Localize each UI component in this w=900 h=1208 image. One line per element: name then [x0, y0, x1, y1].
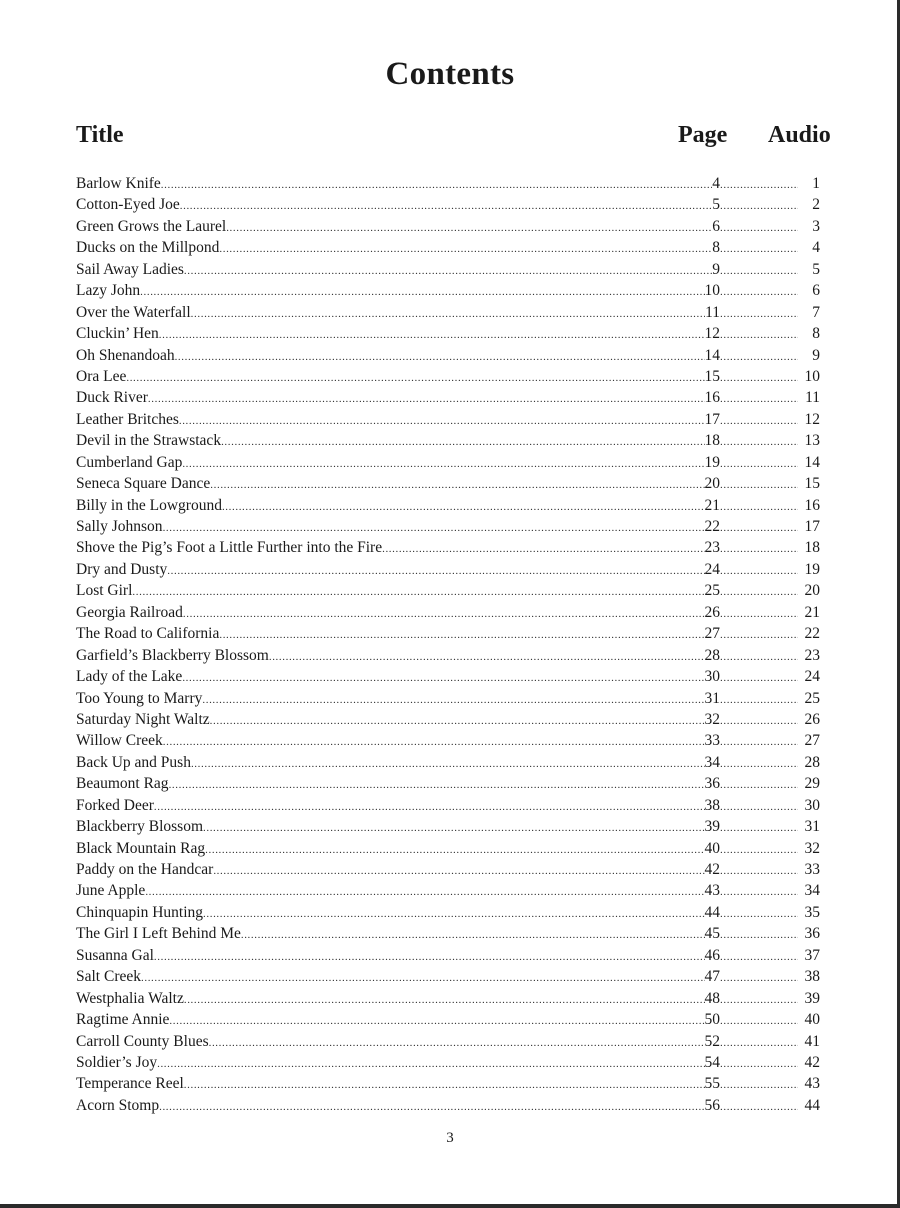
dot-leader [720, 1033, 798, 1051]
dot-leader [720, 797, 798, 815]
entry-title: Lady of the Lake [76, 668, 183, 686]
entry-page: 34 [704, 753, 720, 771]
entry-audio: 2 [812, 196, 820, 214]
dot-leader [720, 325, 798, 343]
dot-leader [184, 990, 705, 1008]
dot-leader [720, 711, 798, 729]
toc-entry[interactable] [76, 840, 820, 861]
entry-page: 40 [704, 839, 720, 857]
entry-audio: 42 [804, 1053, 820, 1071]
entry-audio: 43 [804, 1075, 820, 1093]
dot-leader [720, 968, 798, 986]
entry-audio: 30 [804, 796, 820, 814]
toc-entry[interactable] [76, 925, 820, 946]
entry-audio: 37 [804, 946, 820, 964]
toc-entry[interactable] [76, 904, 820, 925]
toc-entry[interactable] [76, 775, 820, 796]
dot-leader [183, 604, 705, 622]
entry-page: 4 [712, 175, 720, 192]
toc-entry[interactable] [76, 389, 820, 410]
entry-audio: 40 [804, 1011, 820, 1029]
entry-page: 45 [704, 925, 720, 943]
entry-page: 54 [704, 1053, 720, 1071]
entry-audio: 9 [812, 346, 820, 364]
entry-page: 22 [704, 518, 720, 535]
entry-title: Devil in the Strawstack [76, 432, 222, 450]
dot-leader [720, 497, 798, 515]
entry-page: 52 [704, 1032, 720, 1050]
entry-audio: 5 [812, 260, 820, 278]
dot-leader [720, 882, 798, 900]
toc-entry[interactable] [76, 711, 820, 732]
entry-audio: 6 [812, 282, 820, 300]
entry-title: Forked Deer [76, 796, 154, 814]
dot-leader [720, 947, 798, 965]
entry-title: Beaumont Rag [76, 775, 169, 793]
toc-entry[interactable] [76, 261, 820, 282]
entry-audio: 36 [804, 925, 820, 943]
toc-entry[interactable] [76, 411, 820, 432]
entry-title: Westphalia Waltz [76, 989, 184, 1007]
dot-leader [222, 497, 705, 515]
dot-leader [161, 175, 712, 193]
entry-page: 17 [704, 410, 720, 428]
dot-leader [720, 411, 798, 429]
entry-title: Georgia Railroad [76, 603, 183, 621]
toc-entry[interactable] [76, 968, 820, 989]
entry-page: 27 [704, 625, 720, 643]
entry-page: 25 [704, 582, 720, 600]
entry-page: 20 [704, 475, 720, 493]
toc-entry[interactable] [76, 882, 820, 903]
entry-page: 21 [704, 496, 720, 514]
entry-title: Cluckin’ Hen [76, 325, 159, 343]
entry-title: Sail Away Ladies [76, 260, 184, 278]
entry-title: Ora Lee [76, 367, 127, 385]
dot-leader [167, 561, 704, 579]
dot-leader [720, 518, 798, 536]
entry-title: Lazy John [76, 282, 141, 300]
entry-audio: 4 [812, 239, 820, 257]
entry-page: 16 [704, 389, 720, 407]
entry-title: June Apple [76, 882, 146, 900]
dot-leader [720, 625, 798, 643]
dot-leader [720, 218, 798, 236]
entry-page: 36 [704, 775, 720, 793]
toc-entry[interactable] [76, 690, 820, 711]
dot-leader [720, 754, 798, 772]
entry-audio: 19 [804, 560, 820, 578]
dot-leader [720, 196, 798, 214]
toc-entry[interactable] [76, 754, 820, 775]
entry-title: Sally Johnson [76, 518, 163, 535]
entry-page: 46 [704, 946, 720, 964]
dot-leader [180, 196, 713, 214]
entry-title: Oh Shenandoah [76, 346, 175, 364]
entry-audio: 13 [804, 432, 820, 450]
dot-leader [159, 1097, 704, 1115]
entry-audio: 23 [804, 646, 820, 664]
dot-leader [720, 840, 798, 858]
dot-leader [720, 1054, 798, 1072]
dot-leader [157, 1054, 704, 1072]
toc-entry[interactable] [76, 325, 820, 346]
entry-title: Temperance Reel [76, 1075, 184, 1093]
dot-leader [226, 218, 712, 236]
dot-leader [720, 475, 798, 493]
dot-leader [720, 304, 798, 322]
entry-title: Ducks on the Millpond [76, 239, 220, 257]
toc-entry[interactable] [76, 239, 820, 260]
page-edge [0, 1204, 900, 1208]
dot-leader [140, 282, 704, 300]
dot-leader [382, 539, 704, 557]
entry-page: 12 [704, 325, 720, 343]
toc-entry[interactable] [76, 797, 820, 818]
dot-leader [720, 775, 798, 793]
dot-leader [141, 968, 705, 986]
page-title: Contents [385, 56, 515, 92]
toc-entry[interactable] [76, 668, 820, 689]
entry-title: Willow Creek [76, 732, 163, 750]
entry-audio: 35 [804, 903, 820, 921]
dot-leader [163, 732, 705, 750]
entry-audio: 16 [804, 496, 820, 514]
entry-title: Salt Creek [76, 968, 141, 986]
dot-leader [720, 818, 798, 836]
entry-audio: 20 [804, 582, 820, 600]
entry-audio: 1 [812, 175, 820, 192]
dot-leader [720, 454, 798, 472]
entry-page: 26 [704, 603, 720, 621]
entry-page: 10 [704, 282, 720, 300]
entry-page: 11 [705, 303, 720, 321]
entry-page: 50 [704, 1011, 720, 1029]
entry-title: Barlow Knife [76, 175, 161, 192]
toc-entry[interactable] [76, 990, 820, 1011]
dot-leader [205, 840, 704, 858]
entry-page: 28 [704, 646, 720, 664]
entry-page: 44 [704, 903, 720, 921]
dot-leader [126, 368, 704, 386]
dot-leader [169, 1011, 704, 1029]
dot-leader [720, 347, 798, 365]
dot-leader [179, 411, 705, 429]
entry-title: Billy in the Lowground [76, 496, 222, 514]
toc-entry[interactable] [76, 561, 820, 582]
dot-leader [191, 304, 705, 322]
entry-title: Back Up and Push [76, 753, 191, 771]
entry-audio: 26 [804, 710, 820, 728]
toc-entry[interactable] [76, 497, 820, 518]
dot-leader [720, 561, 798, 579]
entry-title: Blackberry Blossom [76, 818, 203, 836]
entry-page: 39 [704, 818, 720, 836]
entry-title: The Girl I Left Behind Me [76, 925, 241, 943]
dot-leader [720, 389, 798, 407]
dot-leader [720, 904, 798, 922]
dot-leader [203, 818, 705, 836]
entry-title: Lost Girl [76, 582, 133, 600]
toc-entry[interactable] [76, 625, 820, 646]
entry-audio: 32 [804, 839, 820, 857]
entry-title: Leather Britches [76, 410, 179, 428]
entry-audio: 8 [812, 325, 820, 343]
dot-leader [221, 432, 704, 450]
dot-leader [720, 1011, 798, 1029]
dot-leader [182, 454, 704, 472]
entry-page: 43 [704, 882, 720, 900]
entry-audio: 38 [804, 968, 820, 986]
entry-page: 48 [704, 989, 720, 1007]
entry-page: 9 [712, 260, 720, 278]
dot-leader [720, 604, 798, 622]
dot-leader [720, 432, 798, 450]
toc-entry[interactable] [76, 604, 820, 625]
entry-title: Green Grows the Laurel [76, 217, 227, 235]
dot-leader [219, 625, 704, 643]
entry-title: Cotton-Eyed Joe [76, 196, 180, 214]
entry-audio: 41 [804, 1032, 820, 1050]
toc-entry[interactable] [76, 818, 820, 839]
entry-audio: 29 [804, 775, 820, 793]
entry-audio: 15 [804, 475, 820, 493]
toc-entry[interactable] [76, 304, 820, 325]
entry-page: 24 [704, 560, 720, 578]
entry-audio: 24 [804, 668, 820, 686]
entry-page: 31 [704, 689, 720, 707]
entry-page: 8 [712, 239, 720, 257]
entry-page: 6 [712, 217, 720, 235]
page-number: 3 [446, 1130, 454, 1146]
entry-page: 33 [704, 732, 720, 750]
dot-leader [132, 582, 704, 600]
dot-leader [169, 775, 705, 793]
dot-leader [720, 861, 798, 879]
toc-entry[interactable] [76, 1033, 820, 1054]
toc-entry[interactable] [76, 475, 820, 496]
entry-title: Black Mountain Rag [76, 839, 206, 857]
entry-page: 15 [704, 367, 720, 385]
toc-list [76, 175, 820, 1118]
dot-leader [241, 925, 705, 943]
entry-audio: 39 [804, 989, 820, 1007]
entry-title: The Road to California [76, 625, 220, 643]
entry-audio: 11 [805, 389, 820, 407]
entry-title: Paddy on the Handcar [76, 861, 214, 878]
toc-entry[interactable] [76, 282, 820, 303]
entry-page: 19 [704, 453, 720, 471]
toc-entry[interactable] [76, 175, 820, 196]
entry-audio: 44 [804, 1096, 820, 1114]
entry-page: 47 [704, 968, 720, 986]
entry-page: 55 [704, 1075, 720, 1093]
dot-leader [219, 239, 712, 257]
toc-entry[interactable] [76, 218, 820, 239]
toc-entry[interactable] [76, 454, 820, 475]
toc-entry[interactable] [76, 347, 820, 368]
dot-leader [163, 518, 705, 536]
entry-title: Dry and Dusty [76, 560, 168, 578]
entry-audio: 25 [804, 689, 820, 707]
entry-title: Over the Waterfall [76, 303, 191, 321]
toc-entry[interactable] [76, 368, 820, 389]
dot-leader [720, 668, 798, 686]
entry-title: Too Young to Marry [76, 689, 203, 707]
entry-audio: 10 [804, 367, 820, 385]
entry-audio: 17 [804, 518, 820, 535]
dot-leader [720, 368, 798, 386]
dot-leader [720, 732, 798, 750]
entry-title: Chinquapin Hunting [76, 903, 204, 921]
entry-page: 23 [704, 539, 720, 557]
entry-title: Cumberland Gap [76, 453, 183, 471]
entry-page: 14 [704, 346, 720, 364]
toc-entry[interactable] [76, 732, 820, 753]
entry-page: 30 [704, 668, 720, 686]
toc-entry[interactable] [76, 1011, 820, 1032]
toc-entry[interactable] [76, 1075, 820, 1096]
entry-page: 18 [704, 432, 720, 450]
entry-audio: 22 [804, 625, 820, 643]
dot-leader [720, 690, 798, 708]
toc-entry[interactable] [76, 518, 820, 539]
dot-leader [720, 1097, 798, 1115]
entry-audio: 21 [804, 603, 820, 621]
entry-page: 38 [704, 796, 720, 814]
dot-leader [154, 797, 705, 815]
dot-leader [720, 239, 798, 257]
entry-audio: 27 [804, 732, 820, 750]
entry-title: Shove the Pig’s Foot a Little Further into the Fire [76, 539, 383, 557]
toc-entry[interactable] [76, 432, 820, 453]
dot-leader [210, 475, 704, 493]
entry-audio: 31 [804, 818, 820, 836]
dot-leader [720, 990, 798, 1008]
dot-leader [191, 754, 705, 772]
dot-leader [720, 175, 798, 193]
toc-entry[interactable] [76, 582, 820, 603]
entry-page: 42 [704, 861, 720, 878]
entry-audio: 33 [804, 861, 820, 878]
dot-leader [720, 282, 798, 300]
dot-leader [720, 1075, 798, 1093]
entry-title: Soldier’s Joy [76, 1053, 158, 1071]
toc-entry[interactable] [76, 947, 820, 968]
entry-audio: 3 [812, 217, 820, 235]
toc-entry[interactable] [76, 196, 820, 217]
toc-entry[interactable] [76, 861, 820, 882]
dot-leader [203, 904, 704, 922]
dot-leader [720, 647, 798, 665]
entry-title: Carroll County Blues [76, 1032, 209, 1050]
dot-leader [720, 539, 798, 557]
dot-leader [154, 947, 705, 965]
dot-leader [148, 389, 705, 407]
entry-audio: 14 [804, 453, 820, 471]
dot-leader [213, 861, 704, 879]
entry-title: Ragtime Annie [76, 1011, 170, 1029]
entry-title: Acorn Stomp [76, 1096, 160, 1114]
column-header-title: Title [76, 122, 124, 148]
entry-page: 32 [704, 710, 720, 728]
column-header-audio: Audio [768, 122, 831, 148]
entry-page: 5 [712, 196, 720, 214]
dot-leader [720, 261, 798, 279]
entry-title: Susanna Gal [76, 946, 154, 964]
dot-leader [145, 882, 704, 900]
dot-leader [720, 582, 798, 600]
toc-entry[interactable] [76, 1054, 820, 1075]
dot-leader [159, 325, 705, 343]
entry-audio: 28 [804, 753, 820, 771]
dot-leader [175, 347, 705, 365]
entry-title: Seneca Square Dance [76, 475, 211, 493]
entry-audio: 34 [804, 882, 820, 900]
dot-leader [269, 647, 705, 665]
toc-entry[interactable] [76, 1097, 820, 1118]
dot-leader [202, 690, 704, 708]
entry-audio: 18 [804, 539, 820, 557]
entry-title: Saturday Night Waltz [76, 710, 210, 728]
dot-leader [720, 925, 798, 943]
entry-page: 56 [704, 1096, 720, 1114]
entry-title: Duck River [76, 389, 148, 407]
dot-leader [210, 711, 705, 729]
column-header-page: Page [678, 122, 728, 148]
entry-title: Garfield’s Blackberry Blossom [76, 646, 269, 664]
dot-leader [184, 1075, 705, 1093]
toc-entry[interactable] [76, 539, 820, 560]
toc-entry[interactable] [76, 647, 820, 668]
dot-leader [184, 261, 712, 279]
dot-leader [209, 1033, 705, 1051]
entry-audio: 7 [812, 303, 820, 321]
entry-audio: 12 [804, 410, 820, 428]
dot-leader [182, 668, 704, 686]
